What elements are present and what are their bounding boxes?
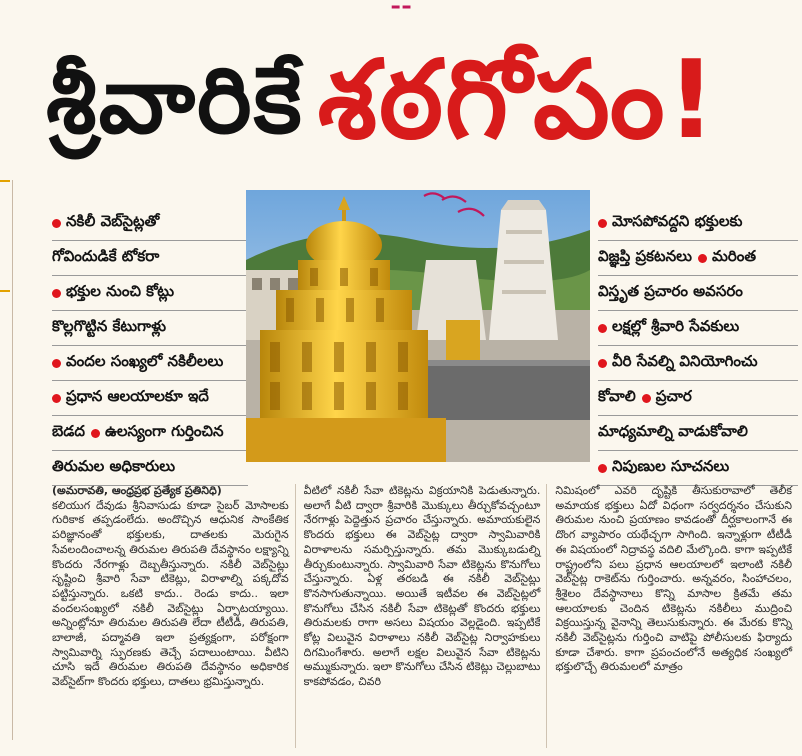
bullet-dot-icon bbox=[698, 254, 707, 263]
highlight-line: తిరుమల అధికారులు bbox=[52, 451, 248, 486]
highlight-line: మోసపోవద్దని భక్తులకు bbox=[598, 206, 798, 241]
article-column-2 bbox=[304, 484, 548, 748]
article-column-3 bbox=[555, 484, 798, 748]
bullet-dot-icon bbox=[598, 219, 607, 228]
highlight-line: విస్తృత ప్రచారం అవసరం bbox=[598, 276, 798, 311]
highlight-line: వందల సంఖ్యలో నకిలీలలు bbox=[52, 346, 248, 381]
bullet-dot-icon bbox=[52, 219, 61, 228]
article-paragraph: కలియుగ దేవుడు శ్రీనివాసుడు కూడా సైబర్ మోసాలకు గురికాక తప్పడంలేదు. అందొచ్చిన ఆధునిక సాంకేతిక పరిజ్ఞానంతో భక్తులకు, దాతలకు మెరుగైన సేవలందించాలన్న తిరుమల తిరుపతి దేవస్థానం లక్ష్యాన్ని కొందరు నేరగాళ్లు దెబ్బతీస్తున్నారు. నకిలీ వెబ్‌సైట్లు సృష్టించి శ్రీవారి సేవా టికెట్లు, విరాళాల్ని పక్కదోవ పట్టిస్తున్నారు. ఒకటి కాదు.. రెండు కాదు.. ఇలా వందలసంఖ్యలో నకిలీ వెబ్‌సైట్లు ఏర్పాటయ్యాయి. అన్నింట్లోనూ తిరుమల తిరుపతి లేదా టీటీడీ, తిరుపతి, బాలాజీ, పద్మావతి ఇలా ప్రత్యక్షంగా, పరోక్షంగా స్వామివార్ని స్ఫురణకు తెచ్చే పదాలుంటాయి. వీటిని చూసి ఇదే తిరుమల తిరుపతి దేవస్థానం అధికారిక వెబ్‌సైట్‌గా కొందరు భక్తులు, దాతలు భ్రమిస్తున్నారు. bbox=[52, 498, 289, 689]
bullet-dot-icon bbox=[52, 359, 61, 368]
highlight-line: వీరి సేవల్ని వినియోగించు bbox=[598, 346, 798, 381]
highlight-line: కోవాలి ప్రచార bbox=[598, 381, 798, 416]
headline bbox=[46, 36, 786, 166]
highlight-line: బెడద ఉలస్యంగా గుర్తించిన bbox=[52, 416, 248, 451]
bullet-dot-icon bbox=[91, 429, 100, 438]
highlight-line: లక్షల్లో శ్రీవారి సేవకులు bbox=[598, 311, 798, 346]
bullet-dot-icon bbox=[642, 394, 651, 403]
highlight-line: గోవిందుడికే టోకరా bbox=[52, 241, 248, 276]
bullet-dot-icon bbox=[598, 359, 607, 368]
highlight-line: మాధ్యమాల్ని వాడుకోవాలి bbox=[598, 416, 798, 451]
headline-part-red: శఠగోపం! bbox=[317, 38, 718, 163]
article-paragraph: వీటిలో నకిలీ సేవా టికెట్లను విక్రయానికి పెడుతున్నారు. అలాగే వీటి ద్వారా శ్రీవారికి మొక్కులు తీర్చుకోవచ్చంటూ నేరగాళ్లు పెద్దెత్తున ప్రచారం చేస్తున్నారు. అమాయకులైన కొందరు భక్తులు ఈ వెబ్‌సైట్ల ద్వారా స్వామివారికి విరాళాలను సమర్పిస్తున్నారు. తమ మొక్కుబడుల్ని తీర్చుకుంటున్నారు. స్వామివారి సేవా టికెట్లను కొనుగోలు చేస్తున్నారు. ఏళ్ల తరబడి ఈ నకిలీ వెబ్‌సైట్లు కొనసాగుతున్నాయి. అయితే ఇటీవల ఈ వెబ్‌సైట్లలో కొనుగోలు చేసిన నకిలీ సేవా టికెట్లతో కొందరు భక్తులు తిరుమలకు రాగా అసలు విషయం వెల్లడైంది. ఇప్పటికే కోట్ల విలువైన విరాళాలు నకిలీ వెబ్‌సైట్ల నిర్వాహకులు దిగమింగేశారు. అలాగే లక్షల విలువైన సేవా టికెట్లను అమ్ముకున్నారు. ఇలా కొనుగోలు చేసిన టికెట్లు చెల్లుబాటు కాకపోవడం, చివరి bbox=[303, 484, 541, 689]
article-column-1 bbox=[52, 484, 296, 748]
highlight-line: ప్రధాన ఆలయాలకూ ఇదే bbox=[52, 381, 248, 416]
bullet-dot-icon bbox=[598, 464, 607, 473]
left-margin-rule bbox=[0, 180, 13, 740]
dateline: (అమరావతి, ఆంధ్రప్రభ ప్రత్యేక ప్రతినిధి) bbox=[52, 484, 222, 497]
highlight-line: విజ్ఞప్తి ప్రకటనలు మరింత bbox=[598, 241, 798, 276]
article-body bbox=[52, 484, 798, 748]
bullet-dot-icon bbox=[598, 324, 607, 333]
headline-part-black: శ్రీవారికే bbox=[46, 47, 304, 154]
bullet-dot-icon bbox=[52, 289, 61, 298]
bullet-dot-icon bbox=[52, 394, 61, 403]
highlight-line: నకిలీ వెబ్‌సైట్లతో bbox=[52, 206, 248, 241]
highlight-line: కొల్లగొట్టిన కేటుగాళ్లు bbox=[52, 311, 248, 346]
right-highlights bbox=[598, 206, 798, 486]
highlight-line: భక్తుల నుంచి కోట్లు bbox=[52, 276, 248, 311]
highlight-line: నిపుణుల సూచనలు bbox=[598, 451, 798, 486]
article-paragraph: నిమిషంలో ఎవరి దృష్టికి తీసుకురావాలో తెలీక అమాయక భక్తులు ఏదో విధంగా సర్వదర్శనం చేసుకుని తిరుమల నుంచి ప్రయాణం కావడంతో దీర్ఘకాలంగానే ఈ దొంగ వ్యాపారం యథేచ్ఛగా సాగింది. ఇన్నాళ్లుగా టీటీడీ ఈ విషయంలో నిద్రావస్థ వదిలి మేల్కొంది. కాగా ఇప్పటికే రాష్ట్రంలోని పలు ప్రధాన ఆలయాలలో ఇలాంటి నకిలీ వెబ్‌సైట్ల రాకెట్‌ను గుర్తించారు. అన్నవరం, సింహాచలం, శ్రీశైలం దేవస్థానాలు కొన్ని మాసాల క్రితమే తమ ఆలయాలకు చెందిన టికెట్లను నకిలీలు ముద్రించి విక్రయిస్తున్న వైనాన్ని తెలుసుకున్నారు. ఈ మేరకు కొన్ని నకిలీ వెబ్‌సైట్లను గుర్తించి వాటిపై పోలీసులకు ఫిర్యాదు కూడా చేశారు. కాగా ప్రపంచంలోనే అత్యధిక సంఖ్యలో భక్తులొచ్చే తిరుమలలో మాత్రం bbox=[555, 484, 793, 674]
temple-photo bbox=[246, 190, 590, 462]
left-highlights bbox=[52, 206, 248, 486]
temple-illustration bbox=[246, 190, 590, 462]
top-edge-fragment: ▂ ▂ bbox=[391, 0, 411, 9]
